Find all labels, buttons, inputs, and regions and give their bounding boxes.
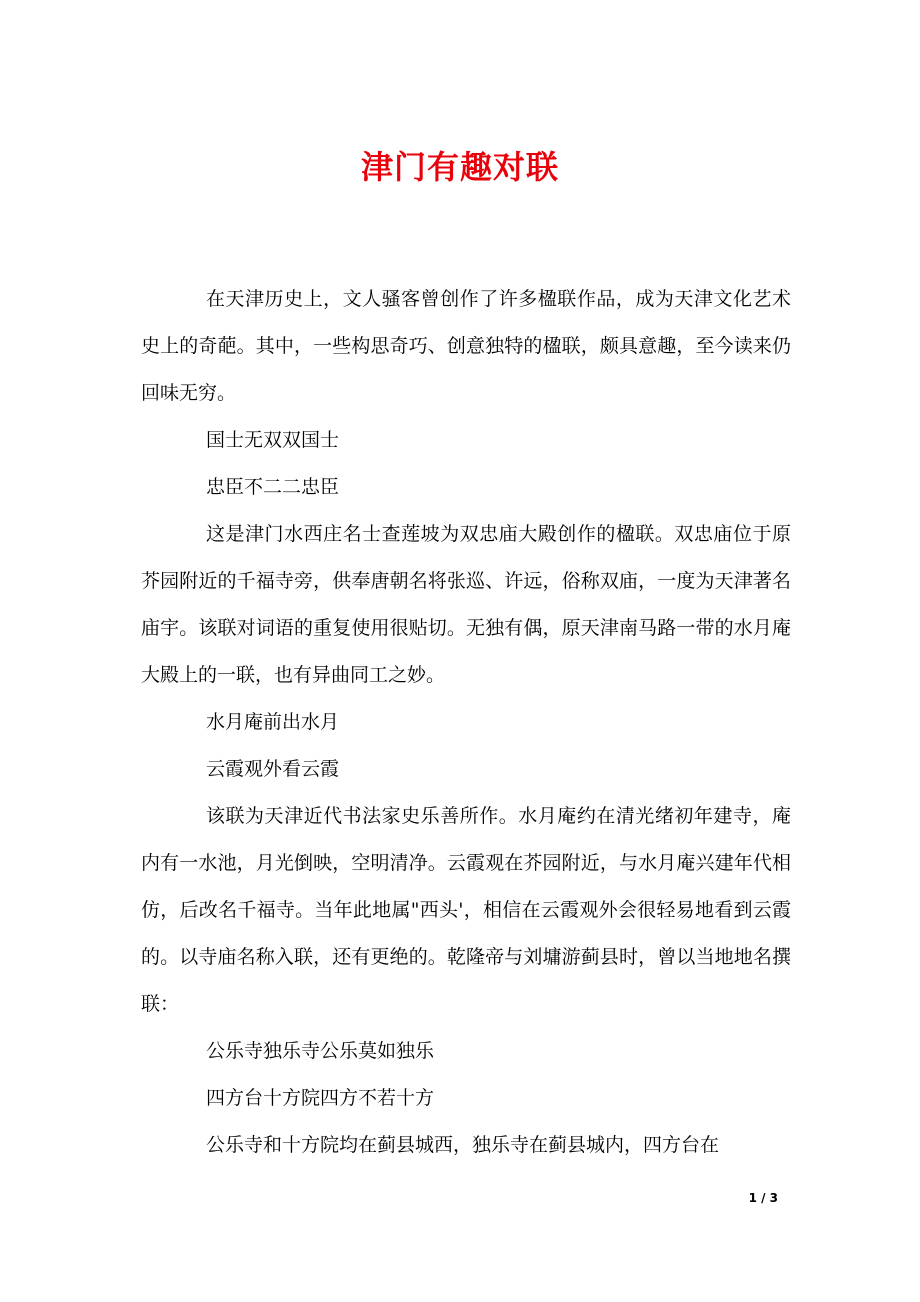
document-title: 津门有趣对联 bbox=[360, 148, 559, 186]
couplet-line: 云霞观外看云霞 bbox=[206, 758, 340, 780]
couplet-line: 国士无双双国士 bbox=[206, 429, 340, 451]
couplet-line: 公乐寺独乐寺公乐莫如独乐 bbox=[206, 1040, 435, 1062]
paragraph: 公乐寺和十方院均在蓟县城西，独乐寺在蓟县城内，四方台在 bbox=[206, 1134, 720, 1156]
document-body bbox=[141, 276, 791, 1169]
paragraph: 这是津门水西庄名士查莲坡为双忠庙大殿创作的楹联。双忠庙位于原芥园附近的千福寺旁，供奉唐朝名将张巡、许远，俗称双庙，一度为天津著名庙宇。该联对词语的重复使用很贴切。无独有偶，原天津南马路一带的水月庵大殿上的一联，也有异曲同工之妙。 bbox=[141, 523, 791, 686]
page-number: 1 / 3 bbox=[748, 1191, 778, 1205]
couplet-line: 忠臣不二二忠臣 bbox=[206, 476, 340, 498]
paragraph: 在天津历史上，文人骚客曾创作了许多楹联作品，成为天津文化艺术史上的奇葩。其中，一些构思奇巧、创意独特的楹联，颇具意趣，至今读来仍回味无穷。 bbox=[141, 288, 791, 404]
paragraph: 该联为天津近代书法家史乐善所作。水月庵约在清光绪初年建寺，庵内有一水池，月光倒映，空明清净。云霞观在芥园附近，与水月庵兴建年代相仿，后改名千福寺。当年此地属"西头'，相信在云霞观外会很轻易地看到云霞的。以寺庙名称入联，还有更绝的。乾隆帝与刘墉游蓟县时，曾以当地地名撰联： bbox=[141, 805, 791, 1015]
couplet-line: 水月庵前出水月 bbox=[206, 711, 340, 733]
couplet-line: 四方台十方院四方不若十方 bbox=[206, 1087, 435, 1109]
